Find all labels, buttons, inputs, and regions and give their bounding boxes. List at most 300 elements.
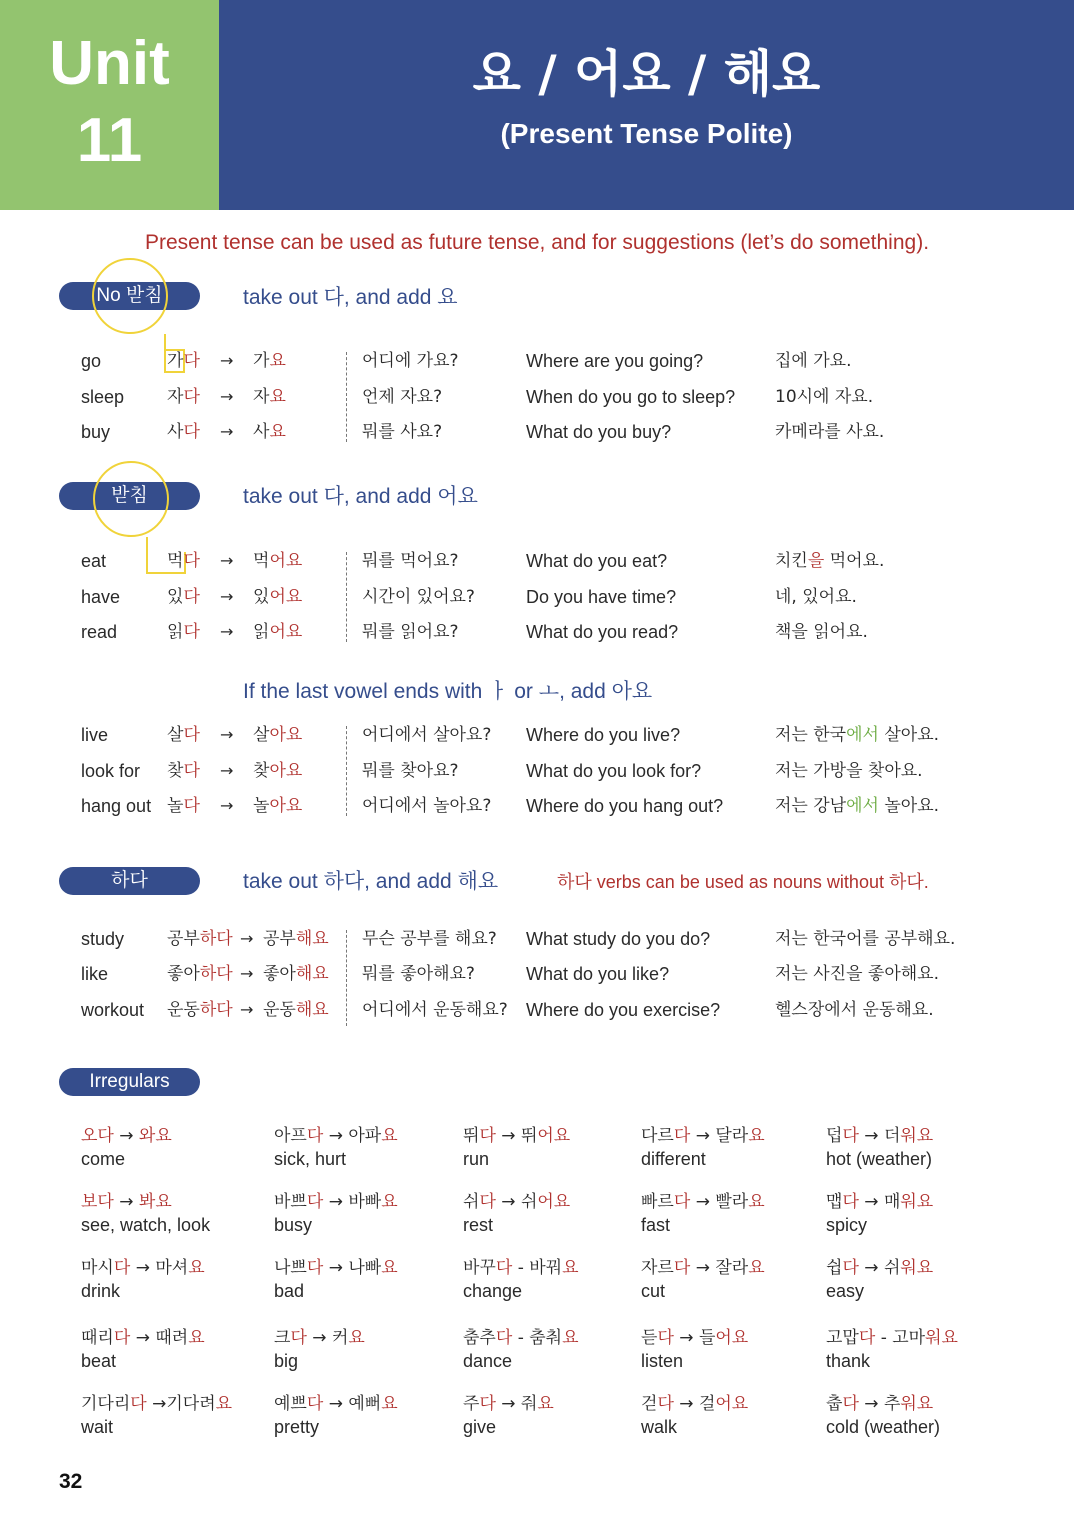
verb-conjugated-form bbox=[253, 584, 302, 610]
irregular-meaning: hot (weather) bbox=[826, 1149, 933, 1169]
arrow: → bbox=[220, 725, 234, 744]
irregular-meaning: see, watch, look bbox=[81, 1215, 211, 1235]
verb-stem: 좋아 bbox=[167, 964, 200, 984]
conjugation-part: 요 bbox=[348, 1328, 365, 1348]
conjugation-part: 요 bbox=[748, 1126, 765, 1146]
verb-conjugated-form bbox=[253, 548, 302, 574]
conjugation-part: 나빠 bbox=[348, 1258, 382, 1278]
irregular-meaning: cold (weather) bbox=[826, 1417, 941, 1437]
irregular-conjugation bbox=[641, 1327, 748, 1349]
irregular-conjugation bbox=[81, 1257, 205, 1279]
question-korean: 뭐를 먹어요? bbox=[362, 551, 459, 571]
verb-english: eat bbox=[81, 551, 107, 571]
conjugated-stem: 자 bbox=[253, 387, 270, 407]
conjugation-part: 마셔 bbox=[155, 1258, 189, 1278]
verb-dictionary-form bbox=[167, 384, 200, 410]
conjugation-part: → bbox=[113, 1126, 139, 1146]
conjugation-part: 다 bbox=[842, 1258, 859, 1278]
conjugated-ending: 요 bbox=[269, 387, 286, 407]
conjugated-stem: 사 bbox=[253, 422, 270, 442]
conjugation-part: 바꾸 bbox=[463, 1258, 496, 1278]
verb-english: go bbox=[81, 351, 102, 371]
conjugation-part: 요 bbox=[381, 1192, 398, 1212]
conjugation-part: 때려 bbox=[155, 1328, 189, 1348]
conjugation-part: 어요 bbox=[537, 1192, 571, 1212]
conjugation-part: 요 bbox=[215, 1394, 233, 1414]
conjugation-part: 다 bbox=[306, 1126, 324, 1146]
conjugation-part: → bbox=[323, 1258, 349, 1278]
conjugated-ending: 아요 bbox=[269, 725, 303, 745]
verb-ending: 다 bbox=[183, 422, 200, 442]
irregular-conjugation bbox=[81, 1327, 205, 1349]
rule-text: , and add bbox=[343, 286, 438, 309]
pill-no-batchim: No 받침 bbox=[59, 282, 200, 310]
verb-english: buy bbox=[81, 422, 111, 442]
conjugation-part: → bbox=[323, 1394, 349, 1414]
conjugation-part: 요 bbox=[188, 1328, 205, 1348]
conjugated-ending: 해요 bbox=[295, 964, 329, 984]
answer-text: 놀아요. bbox=[878, 796, 940, 816]
verb-stem: 찾 bbox=[167, 761, 184, 781]
conjugated-stem: 운동 bbox=[263, 1000, 296, 1020]
conjugation-part: → bbox=[690, 1192, 716, 1212]
conjugation-part: 다 bbox=[495, 1328, 513, 1348]
irregular-conjugation bbox=[274, 1191, 398, 1213]
conjugated-ending: 해요 bbox=[295, 1000, 329, 1020]
conjugation-part: 다 bbox=[495, 1258, 513, 1278]
conjugated-stem: 놀 bbox=[253, 796, 270, 816]
conjugation-part: 워요 bbox=[900, 1394, 934, 1414]
conjugation-part: → bbox=[306, 1328, 332, 1348]
page-number: 32 bbox=[59, 1470, 83, 1493]
conjugation-part: 고마 bbox=[892, 1328, 926, 1348]
conjugation-part: 덥 bbox=[826, 1126, 843, 1146]
verb-ending: 하다 bbox=[199, 929, 233, 949]
irregular-conjugation bbox=[463, 1191, 570, 1213]
rule-text: 요 bbox=[437, 286, 458, 309]
conjugation-part: 다 bbox=[842, 1394, 859, 1414]
conjugation-part: 봐요 bbox=[138, 1192, 172, 1212]
conjugation-part: 예뻐 bbox=[348, 1394, 382, 1414]
verb-dictionary-form bbox=[167, 348, 200, 374]
answer-korean bbox=[775, 722, 939, 748]
rule-text: or bbox=[508, 680, 539, 703]
verb-stem: 자 bbox=[167, 387, 184, 407]
conjugation-part: 춤추 bbox=[463, 1328, 496, 1348]
conjugation-part: 와요 bbox=[138, 1126, 172, 1146]
conjugated-ending: 아요 bbox=[269, 761, 303, 781]
verb-stem: 놀 bbox=[167, 796, 184, 816]
question-english: What do you buy? bbox=[526, 422, 672, 442]
conjugation-part: 다 bbox=[306, 1394, 324, 1414]
rule-text: take out bbox=[243, 870, 324, 893]
conjugation-part: 요 bbox=[748, 1192, 765, 1212]
conjugation-part: 기다리 bbox=[81, 1394, 131, 1414]
conjugation-part: → bbox=[146, 1394, 167, 1414]
conjugation-part: 쉬 bbox=[883, 1258, 901, 1278]
arrow: → bbox=[240, 964, 254, 983]
arrow: → bbox=[220, 587, 234, 606]
answer-text: 저는 강남 bbox=[775, 796, 847, 816]
conjugated-stem: 읽 bbox=[253, 622, 270, 642]
conjugation-part: 나쁘 bbox=[274, 1258, 307, 1278]
pill-hada: 하다 bbox=[59, 867, 200, 895]
conjugation-part: → bbox=[673, 1328, 699, 1348]
arrow: → bbox=[240, 929, 254, 948]
column-divider bbox=[346, 726, 347, 816]
rule-text: 어요 bbox=[437, 485, 478, 508]
rule-text: 해요 bbox=[457, 870, 499, 893]
rule-text: , and add bbox=[343, 485, 438, 508]
conjugation-part: 요 bbox=[562, 1258, 579, 1278]
verb-conjugated-form bbox=[263, 961, 329, 987]
verb-english: have bbox=[81, 587, 121, 607]
irregular-meaning: change bbox=[463, 1281, 523, 1301]
verb-conjugated-form bbox=[253, 758, 302, 784]
question-korean: 어디에서 놀아요? bbox=[362, 796, 492, 816]
conjugation-part: 더 bbox=[883, 1126, 901, 1146]
verb-conjugated-form bbox=[253, 722, 302, 748]
question-english: Where do you live? bbox=[526, 725, 681, 745]
verb-english: workout bbox=[81, 1000, 145, 1020]
verb-english: like bbox=[81, 964, 109, 984]
conjugation-part: → bbox=[673, 1394, 699, 1414]
conjugation-part: 빠르 bbox=[641, 1192, 674, 1212]
verb-ending: 하다 bbox=[199, 964, 233, 984]
answer-text: 저는 사진을 좋아해요. bbox=[775, 964, 940, 984]
verb-stem: 운동 bbox=[167, 1000, 200, 1020]
conjugation-part: 쉽 bbox=[826, 1258, 843, 1278]
verb-conjugated-form bbox=[253, 619, 302, 645]
conjugation-part: 다 bbox=[306, 1192, 324, 1212]
rule-hada bbox=[243, 867, 498, 897]
conjugation-part: → bbox=[130, 1258, 156, 1278]
question-korean: 뭐를 찾아요? bbox=[362, 761, 459, 781]
conjugated-stem: 살 bbox=[253, 725, 270, 745]
question-korean: 어디에서 운동해요? bbox=[362, 1000, 508, 1020]
unit-number: 11 bbox=[76, 106, 143, 175]
conjugation-part: 어요 bbox=[715, 1328, 749, 1348]
irregular-meaning: give bbox=[463, 1417, 497, 1437]
conjugated-ending: 요 bbox=[269, 351, 286, 371]
verb-english: look for bbox=[81, 761, 141, 781]
question-english: What do you eat? bbox=[526, 551, 668, 571]
verb-stem: 사 bbox=[167, 422, 184, 442]
verb-ending: 다 bbox=[183, 761, 200, 781]
conjugation-part: 뛰 bbox=[520, 1126, 538, 1146]
page-title: 요 / 어요 / 해요 bbox=[472, 45, 821, 103]
irregular-meaning: beat bbox=[81, 1351, 117, 1371]
irregular-conjugation bbox=[274, 1327, 365, 1349]
question-english: When do you go to sleep? bbox=[526, 387, 736, 407]
question-korean: 뭐를 좋아해요? bbox=[362, 964, 475, 984]
conjugation-part: - bbox=[875, 1328, 893, 1348]
verb-conjugated-form bbox=[253, 419, 286, 445]
note-text: verbs can be used as nouns without bbox=[591, 872, 889, 892]
conjugation-part: 다르 bbox=[641, 1126, 674, 1146]
conjugated-stem: 공부 bbox=[263, 929, 296, 949]
conjugation-part: 매 bbox=[883, 1192, 901, 1212]
conjugation-part: 아파 bbox=[348, 1126, 382, 1146]
irregular-meaning: bad bbox=[274, 1281, 305, 1301]
conjugation-part: 바꿔 bbox=[529, 1258, 563, 1278]
question-english: What do you like? bbox=[526, 964, 670, 984]
question-korean: 뭐를 사요? bbox=[362, 422, 443, 442]
rule-vowel bbox=[243, 677, 652, 707]
rule-text: If the last vowel ends with bbox=[243, 680, 489, 703]
conjugation-part: 걸 bbox=[698, 1394, 716, 1414]
answer-text: 저는 한국어를 공부해요. bbox=[775, 929, 956, 949]
conjugation-part: 다 bbox=[130, 1394, 147, 1414]
irregular-conjugation bbox=[641, 1257, 765, 1279]
verb-dictionary-form bbox=[167, 758, 200, 784]
conjugation-part: 요 bbox=[381, 1126, 398, 1146]
irregular-conjugation bbox=[463, 1327, 579, 1349]
conjugation-part: 어요 bbox=[715, 1394, 749, 1414]
irregular-meaning: spicy bbox=[826, 1215, 868, 1235]
conjugated-stem: 있 bbox=[253, 587, 270, 607]
conjugation-part: 줘 bbox=[520, 1394, 538, 1414]
irregular-conjugation bbox=[826, 1191, 933, 1213]
conjugation-part: 다 bbox=[306, 1258, 324, 1278]
irregular-conjugation bbox=[641, 1393, 748, 1415]
conjugation-part: → bbox=[858, 1126, 884, 1146]
answer-text: 카메라를 사요. bbox=[775, 422, 885, 442]
highlight-connector bbox=[164, 334, 166, 350]
conjugation-part: 요 bbox=[381, 1258, 398, 1278]
conjugation-part: 다 bbox=[113, 1258, 131, 1278]
verb-english: live bbox=[81, 725, 109, 745]
answer-text: 저는 한국 bbox=[775, 725, 847, 745]
conjugation-part: → bbox=[323, 1126, 349, 1146]
conjugation-part: 때리 bbox=[81, 1328, 114, 1348]
column-divider bbox=[346, 552, 347, 642]
conjugation-part: 워요 bbox=[925, 1328, 958, 1348]
verb-stem: 먹 bbox=[167, 551, 184, 571]
verb-english: read bbox=[81, 622, 118, 642]
irregular-meaning: cut bbox=[641, 1281, 666, 1301]
verb-conjugated-form bbox=[263, 997, 329, 1023]
irregular-conjugation bbox=[463, 1125, 570, 1147]
rule-text: ㅗ bbox=[538, 680, 560, 703]
conjugation-part: 워요 bbox=[900, 1258, 934, 1278]
answer-text: 10시에 자요. bbox=[775, 387, 874, 407]
conjugation-part: 빨라 bbox=[715, 1192, 749, 1212]
verb-stem: 공부 bbox=[167, 929, 200, 949]
irregular-conjugation bbox=[274, 1257, 398, 1279]
rule-text: 다 bbox=[323, 286, 344, 309]
conjugated-ending: 요 bbox=[269, 422, 286, 442]
conjugated-ending: 해요 bbox=[295, 929, 329, 949]
conjugation-part: → bbox=[113, 1192, 139, 1212]
verb-ending: 다 bbox=[183, 551, 200, 571]
answer-korean bbox=[775, 793, 939, 819]
note-text: 하다 bbox=[557, 872, 592, 892]
highlight-circle bbox=[93, 461, 169, 537]
irregular-meaning: busy bbox=[274, 1215, 313, 1235]
conjugation-part: 바빠 bbox=[348, 1192, 382, 1212]
conjugation-part: 워요 bbox=[900, 1192, 934, 1212]
conjugation-part: 다 bbox=[479, 1192, 496, 1212]
conjugation-part: 뛰 bbox=[463, 1126, 480, 1146]
verb-stem: 살 bbox=[167, 725, 184, 745]
answer-particle: 에서 bbox=[846, 725, 879, 745]
irregular-conjugation bbox=[641, 1191, 765, 1213]
answer-text: 먹어요. bbox=[824, 551, 885, 571]
irregular-conjugation bbox=[641, 1125, 765, 1147]
irregular-meaning: sick, hurt bbox=[274, 1149, 347, 1169]
rule-text: 하다 bbox=[323, 870, 365, 893]
conjugation-part: 요 bbox=[562, 1328, 579, 1348]
irregular-meaning: pretty bbox=[274, 1417, 320, 1437]
irregular-conjugation bbox=[826, 1125, 933, 1147]
conjugated-ending: 어요 bbox=[269, 551, 303, 571]
conjugation-part: 요 bbox=[748, 1258, 765, 1278]
hada-note bbox=[557, 867, 929, 897]
arrow: → bbox=[220, 796, 234, 815]
conjugation-part: 주 bbox=[463, 1394, 480, 1414]
verb-stem: 읽 bbox=[167, 622, 184, 642]
answer-korean bbox=[775, 758, 923, 784]
verb-dictionary-form bbox=[167, 419, 200, 445]
verb-stem: 가 bbox=[167, 351, 184, 371]
answer-text: 살아요. bbox=[878, 725, 940, 745]
conjugation-part: 요 bbox=[537, 1394, 554, 1414]
conjugated-ending: 어요 bbox=[269, 622, 303, 642]
conjugation-part: 다 bbox=[479, 1394, 496, 1414]
verb-dictionary-form bbox=[167, 793, 200, 819]
conjugation-part: 어요 bbox=[537, 1126, 571, 1146]
answer-text: 치킨 bbox=[775, 551, 808, 571]
conjugation-part: 쉬 bbox=[520, 1192, 538, 1212]
verb-conjugated-form bbox=[253, 348, 286, 374]
conjugation-part: 다 bbox=[113, 1328, 131, 1348]
arrow: → bbox=[220, 622, 234, 641]
conjugation-part: 걷 bbox=[641, 1394, 658, 1414]
verb-dictionary-form bbox=[167, 722, 200, 748]
rule-text: , and add bbox=[364, 870, 458, 893]
answer-korean bbox=[775, 926, 955, 952]
irregular-meaning: come bbox=[81, 1149, 126, 1169]
rule-text: take out bbox=[243, 485, 324, 508]
question-korean: 어디에서 살아요? bbox=[362, 725, 492, 745]
answer-korean bbox=[775, 584, 857, 610]
verb-dictionary-form bbox=[167, 584, 200, 610]
highlight-connector bbox=[146, 537, 148, 574]
pill-batchim: 받침 bbox=[59, 482, 200, 510]
verb-ending: 다 bbox=[183, 622, 200, 642]
rule-text: , add bbox=[559, 680, 612, 703]
conjugation-part: 보다 bbox=[81, 1192, 114, 1212]
conjugated-ending: 아요 bbox=[269, 796, 303, 816]
conjugation-part: 달라 bbox=[715, 1126, 749, 1146]
question-english: Do you have time? bbox=[526, 587, 677, 607]
conjugation-part: 다 bbox=[657, 1328, 674, 1348]
verb-english: study bbox=[81, 929, 125, 949]
question-english: What do you read? bbox=[526, 622, 679, 642]
conjugated-stem: 가 bbox=[253, 351, 270, 371]
arrow: → bbox=[220, 351, 234, 370]
conjugation-part: 다 bbox=[673, 1192, 691, 1212]
answer-text: 네, 있어요. bbox=[775, 587, 857, 607]
page-subtitle: (Present Tense Polite) bbox=[500, 118, 793, 149]
highlight-circle bbox=[92, 258, 168, 334]
irregular-conjugation bbox=[81, 1393, 232, 1415]
answer-korean bbox=[775, 419, 884, 445]
irregular-conjugation bbox=[826, 1327, 958, 1349]
pill-irregulars: Irregulars bbox=[59, 1068, 200, 1096]
irregular-conjugation bbox=[826, 1257, 933, 1279]
arrow: → bbox=[220, 551, 234, 570]
answer-text: 헬스장에서 운동해요. bbox=[775, 1000, 934, 1020]
conjugation-part: 다 bbox=[673, 1258, 691, 1278]
conjugation-part: → bbox=[690, 1258, 716, 1278]
column-divider bbox=[346, 352, 347, 442]
answer-korean bbox=[775, 997, 934, 1023]
conjugation-part: 자르 bbox=[641, 1258, 674, 1278]
irregular-meaning: rest bbox=[463, 1215, 494, 1235]
question-english: What study do you do? bbox=[526, 929, 711, 949]
conjugation-part: 고맙 bbox=[826, 1328, 859, 1348]
verb-ending: 다 bbox=[183, 351, 200, 371]
irregular-meaning: big bbox=[274, 1351, 299, 1371]
conjugation-part: → bbox=[495, 1394, 521, 1414]
irregular-conjugation bbox=[826, 1393, 933, 1415]
conjugation-part: → bbox=[858, 1258, 884, 1278]
conjugation-part: 요 bbox=[381, 1394, 398, 1414]
conjugation-part: → bbox=[495, 1126, 521, 1146]
answer-korean bbox=[775, 619, 868, 645]
answer-korean bbox=[775, 548, 884, 574]
verb-dictionary-form bbox=[167, 619, 200, 645]
arrow: → bbox=[220, 422, 234, 441]
conjugation-part: - bbox=[512, 1328, 530, 1348]
conjugation-part: 다 bbox=[858, 1328, 876, 1348]
conjugation-part: → bbox=[858, 1394, 884, 1414]
answer-korean bbox=[775, 348, 852, 374]
answer-text: 집에 가요. bbox=[775, 351, 852, 371]
answer-korean bbox=[775, 384, 873, 410]
irregular-meaning: listen bbox=[641, 1351, 684, 1371]
note-text: 하다. bbox=[888, 872, 929, 892]
irregular-conjugation bbox=[81, 1125, 172, 1147]
irregular-meaning: dance bbox=[463, 1351, 513, 1371]
conjugation-part: 다 bbox=[290, 1328, 307, 1348]
question-korean: 뭐를 읽어요? bbox=[362, 622, 459, 642]
question-english: What do you look for? bbox=[526, 761, 702, 781]
conjugation-part: 추 bbox=[883, 1394, 901, 1414]
answer-text: 저는 가방을 찾아요. bbox=[775, 761, 923, 781]
verb-ending: 다 bbox=[183, 725, 200, 745]
intro-text: Present tense can be used as future tense, and for suggestions (let’s do something). bbox=[144, 231, 930, 254]
conjugation-part: 크 bbox=[274, 1328, 291, 1348]
conjugation-part: 맵 bbox=[826, 1192, 843, 1212]
verb-conjugated-form bbox=[263, 926, 329, 952]
irregular-meaning: thank bbox=[826, 1351, 871, 1371]
conjugation-part: → bbox=[323, 1192, 349, 1212]
question-korean: 어디에 가요? bbox=[362, 351, 459, 371]
irregular-meaning: easy bbox=[826, 1281, 865, 1301]
irregular-conjugation bbox=[274, 1393, 398, 1415]
question-korean: 무슨 공부를 해요? bbox=[362, 929, 497, 949]
question-english: Where do you exercise? bbox=[526, 1000, 721, 1020]
conjugated-stem: 먹 bbox=[253, 551, 270, 571]
conjugation-part: 워요 bbox=[900, 1126, 934, 1146]
arrow: → bbox=[240, 1000, 254, 1019]
question-english: Where do you hang out? bbox=[526, 796, 724, 816]
question-korean: 시간이 있어요? bbox=[362, 587, 475, 607]
conjugation-part: 다 bbox=[657, 1394, 674, 1414]
